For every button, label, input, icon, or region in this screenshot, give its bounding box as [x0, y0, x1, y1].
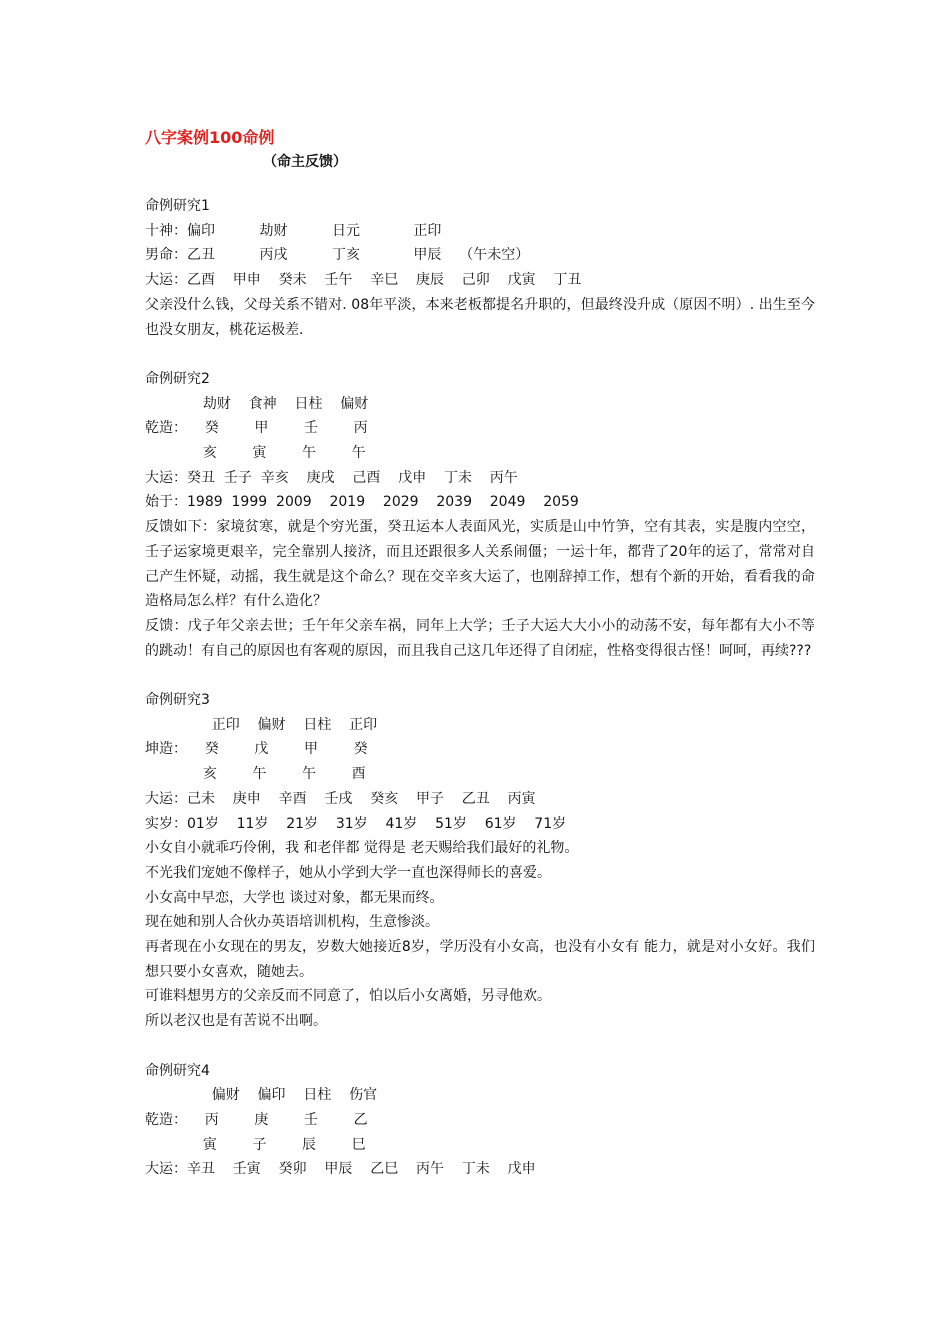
- case-section: [145, 1059, 815, 1183]
- chart-line: 大运：乙酉 甲申 癸未 壬午 辛巳 庚辰 己卯 戊寅 丁丑: [145, 272, 582, 289]
- chart-line: 大运：己未 庚申 辛酉 壬戌 癸亥 甲子 乙丑 丙寅: [145, 790, 536, 807]
- chart-line: 劫财 食神 日柱 偏财: [145, 395, 369, 412]
- case-heading: 命例研究4: [145, 1062, 210, 1079]
- feedback-paragraph: 不光我们宠她不像样子，她从小学到大学一直也深得师长的喜爱。: [145, 864, 551, 881]
- case-list: [145, 194, 815, 1182]
- case-heading: 命例研究3: [145, 692, 210, 709]
- chart-line: 大运：辛丑 壬寅 癸卯 甲辰 乙巳 丙午 丁未 戊申: [145, 1161, 536, 1178]
- chart-line: 大运：癸丑 壬子 辛亥 庚戌 己酉 戊申 丁未 丙午: [145, 469, 518, 486]
- feedback-paragraph: 反馈：戊子年父亲去世；壬午年父亲车祸，同年上大学；壬子大运大大小小的动荡不安，每年都有大小不等的跳动！有自己的原因也有客观的原因，而且我自己这几年还得了自闭症，性格变得很古怪！呵呵，再续???: [145, 617, 815, 659]
- chart-line: 寅 子 辰 巳: [145, 1136, 366, 1153]
- chart-line: 男命：乙丑 丙戌 丁亥 甲辰 （午未空）: [145, 247, 530, 264]
- chart-line: 乾造： 癸 甲 壬 丙: [145, 420, 368, 437]
- case-section: [145, 367, 815, 663]
- case-section: [145, 688, 815, 1034]
- document-title: 八字案例100命例: [145, 128, 275, 147]
- chart-line: 坤造： 癸 戊 甲 癸: [145, 741, 368, 758]
- chart-line: 乾造： 丙 庚 壬 乙: [145, 1111, 368, 1128]
- case-section: [145, 194, 815, 342]
- feedback-paragraph: 现在她和别人合伙办英语培训机构，生意惨淡。: [145, 914, 439, 931]
- case-heading: 命例研究2: [145, 370, 210, 387]
- feedback-paragraph: 再者现在小女现在的男友，岁数大她接近8岁，学历没有小女高，也没有小女有 能力，就是对小女好。我们想只要小女喜欢，随她去。: [145, 939, 815, 980]
- chart-line: 十神：偏印 劫财 日元 正印: [145, 222, 442, 239]
- feedback-paragraph: 反馈如下：家境贫寒，就是个穷光蛋，癸丑运本人表面风光，实质是山中竹笋，空有其表，实是腹内空空，壬子运家境更艰辛，完全靠别人接济，而且还跟很多人关系闹僵；一运十年，都背了20年的运了，常常对自己产生怀疑，动摇，我生就是这个命么？现在交辛亥大运了，也刚辞掉工作，想有个新的开始，看看我的命造格局怎么样？有什么造化？: [145, 519, 815, 610]
- case-heading: 命例研究1: [145, 198, 210, 214]
- feedback-paragraph: 父亲没什么钱，父母关系不错对. 08年平淡，本来老板都提名升职的，但最终没升成（原因不明）. 出生至今也没女朋友，桃花运极差.: [145, 296, 815, 338]
- feedback-paragraph: 可谁料想男方的父亲反而不同意了，怕以后小女离婚，另寻他欢。: [145, 988, 551, 1005]
- chart-line: 亥 午 午 酉: [145, 766, 366, 783]
- feedback-paragraph: 小女高中早恋，大学也 谈过对象，都无果而终。: [145, 889, 444, 906]
- document-page: [145, 128, 815, 1182]
- document-subtitle: （命主反馈）: [263, 154, 347, 170]
- chart-line: 正印 偏财 日柱 正印: [145, 716, 378, 733]
- feedback-paragraph: 小女自小就乖巧伶俐，我 和老伴都 觉得是 老天赐给我们最好的礼物。: [145, 840, 579, 857]
- chart-line: 亥 寅 午 午: [145, 445, 366, 462]
- feedback-paragraph: 所以老汉也是有苦说不出啊。: [145, 1013, 327, 1030]
- chart-line: 实岁：01岁 11岁 21岁 31岁 41岁 51岁 61岁 71岁: [145, 815, 567, 832]
- chart-line: 始于：1989 1999 2009 2019 2029 2039 2049 2059: [145, 494, 579, 511]
- chart-line: 偏财 偏印 日柱 伤官: [145, 1087, 378, 1104]
